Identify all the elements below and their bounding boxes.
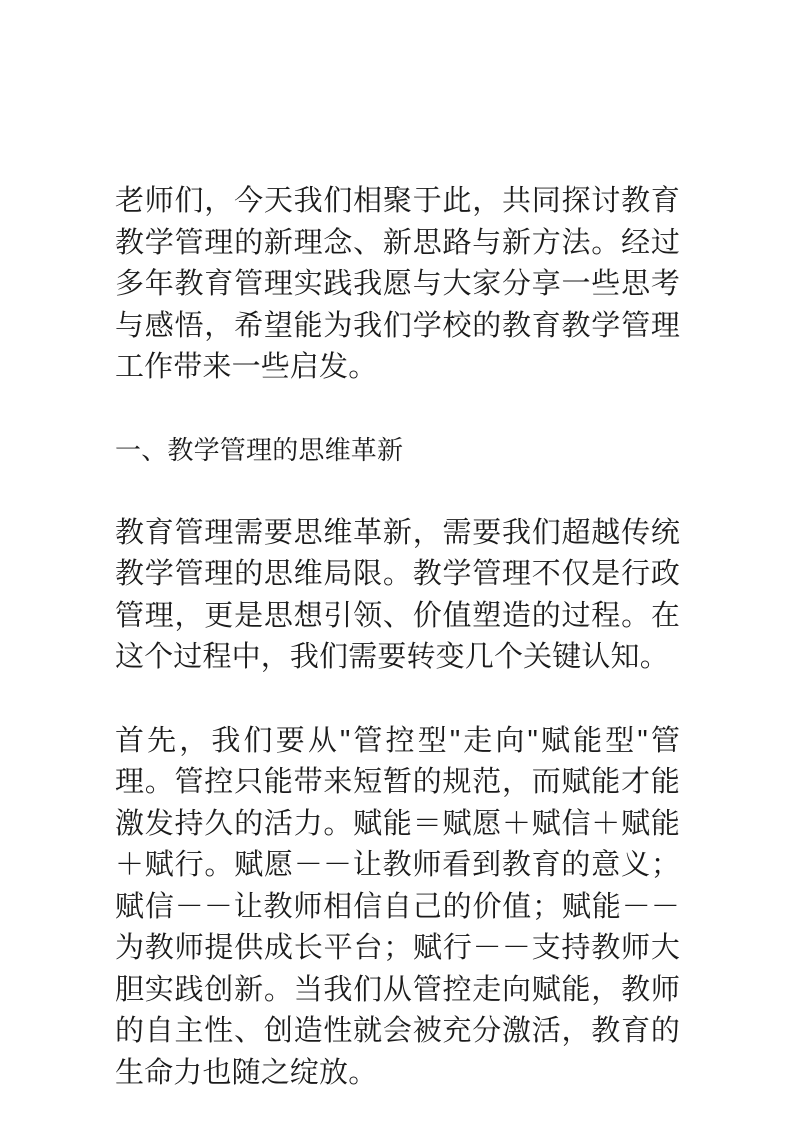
paragraph-opening-remarks: 老师们，今天我们相聚于此，共同探讨教育教学管理的新理念、新思路与新方法。经过多年教育管理实践我愿与大家分享一些思考与感悟，希望能为我们学校的教育教学管理工作带来一些启发。 xyxy=(115,185,680,383)
paragraph-thinking-renewal: 教育管理需要思维革新，需要我们超越传统教学管理的思维局限。教学管理不仅是行政管理，更是思想引领、价值塑造的过程。在这个过程中，我们需要转变几个关键认知。 xyxy=(115,516,680,673)
paragraph-control-to-empowerment: 首先，我们要从"管控型"走向"赋能型"管理。管控只能带来短暂的规范，而赋能才能激发持久的活力。赋能＝赋愿＋赋信＋赋能＋赋行。赋愿－－让教师看到教育的意义；赋信－－让教师相信自己的价值；赋能－－为教师提供成长平台；赋行－－支持教师大胆实践创新。当我们从管控走向赋能，教师的自主性、创造性就会被充分激活，教育的生命力也随之绽放。 xyxy=(115,724,680,1089)
document-text-body xyxy=(115,181,680,1094)
heading-section-one: 一、教学管理的思维革新 xyxy=(115,434,404,465)
